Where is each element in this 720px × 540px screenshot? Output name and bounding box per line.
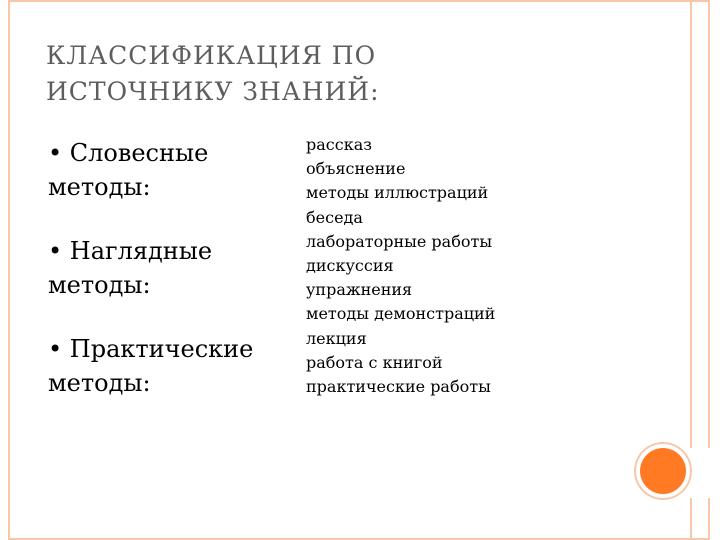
frame-line-top (8, 0, 710, 2)
frame-line-left (8, 0, 10, 540)
category-visual: • Наглядные методы: (48, 237, 213, 299)
list-item: рассказ (306, 135, 372, 154)
frame-line-right-bottom (708, 498, 710, 540)
list-item: дискуссия (306, 256, 394, 276)
list-item: методы иллюстраций (306, 183, 489, 203)
slide-title: КЛАССИФИКАЦИЯ ПО ИСТОЧНИКУ ЗНАНИЙ: (46, 41, 380, 106)
frame-line-right (708, 0, 710, 448)
list-item: лабораторные работы (306, 231, 493, 251)
list-item: работа с книгой (306, 352, 443, 372)
list-item: беседа (306, 207, 363, 227)
list-item: методы демонстраций (306, 304, 496, 324)
decorative-circle (640, 448, 686, 494)
methods-list (306, 133, 606, 399)
list-item: практические работы (306, 377, 491, 397)
list-item: лекция (306, 328, 367, 348)
list-item: объяснение (306, 159, 406, 179)
frame-line-right-inner (690, 0, 692, 448)
categories-column (48, 136, 298, 400)
list-item: упражнения (306, 280, 413, 300)
frame-line-right-inner-bottom (690, 498, 692, 540)
category-verbal: • Словесные методы: (48, 139, 209, 201)
category-practical: • Практические методы: (48, 335, 254, 397)
